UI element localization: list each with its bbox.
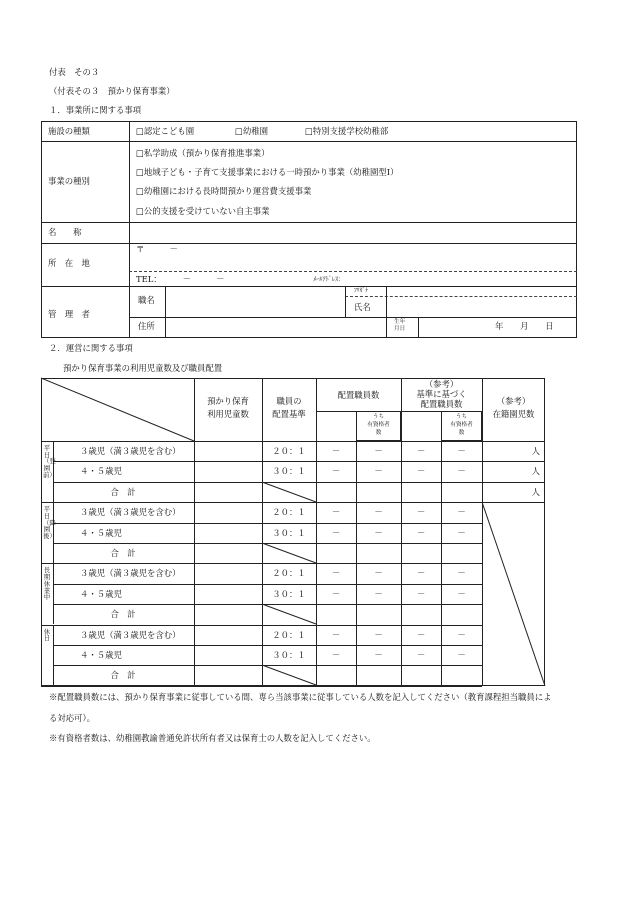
facility-type-label: 施設の種類 xyxy=(48,126,90,136)
birth-label: 生年 xyxy=(394,319,406,325)
ref-qualified-cell[interactable]: － xyxy=(457,446,466,456)
ref-staff-cell[interactable]: － xyxy=(416,630,426,640)
qualified-count-cell[interactable]: － xyxy=(374,630,383,640)
header-ref-staff-2: 基準に基づく xyxy=(416,389,467,399)
total-label: 合 計 xyxy=(110,609,136,619)
row-divider xyxy=(41,502,545,503)
row-divider xyxy=(41,625,482,626)
staff-ratio: ２０：１ xyxy=(272,630,306,640)
name-label: 名 称 xyxy=(48,227,82,237)
group-divider xyxy=(53,625,54,686)
ratio-na-diagonal xyxy=(262,604,316,624)
section2-title: ２．運営に関する事項 xyxy=(49,343,133,353)
group-label: 長期休業中 xyxy=(43,566,51,602)
postal-field[interactable]: 〒 － xyxy=(136,244,178,254)
position-label: 職名 xyxy=(138,295,155,305)
appendix-title: 付表 その３ xyxy=(49,67,100,77)
header-corner-diagonal xyxy=(41,378,194,441)
birth-date-field[interactable]: 年 月 日 xyxy=(495,321,554,331)
row-divider xyxy=(41,563,482,564)
manager-name-label: 氏名 xyxy=(354,302,371,312)
ref-staff-cell[interactable]: － xyxy=(416,507,426,517)
qualified-count-cell[interactable]: － xyxy=(374,589,383,599)
age-group-label: ３歳児（満３歳児を含む） xyxy=(80,446,181,456)
checkbox-independent-project[interactable]: □公的支援を受けていない自主事業 xyxy=(136,206,270,216)
ref-qualified-cell[interactable]: － xyxy=(457,568,466,578)
ref-staff-cell[interactable]: － xyxy=(416,650,426,660)
staff-count-cell[interactable]: － xyxy=(331,589,341,599)
address-label: 所 在 地 xyxy=(48,258,90,268)
staff-ratio: ２０：１ xyxy=(272,507,306,517)
furigana-label: ﾌﾘｶﾞﾅ xyxy=(354,288,368,294)
enrolled-count-cell[interactable]: 人 xyxy=(531,446,540,456)
ratio-na-diagonal xyxy=(262,543,316,563)
qualified-count-cell[interactable]: － xyxy=(374,466,383,476)
qualified-count-cell[interactable]: － xyxy=(374,650,383,660)
enrolled-count-cell[interactable]: 人 xyxy=(531,487,540,497)
staff-count-cell[interactable]: － xyxy=(331,568,341,578)
group-divider xyxy=(53,502,54,563)
staff-ratio: ２０：１ xyxy=(272,568,306,578)
header-ref-staff-3: 配置職員数 xyxy=(420,399,463,409)
staff-count-cell[interactable]: － xyxy=(331,630,341,640)
staff-ratio: ２０：１ xyxy=(272,446,306,456)
manager-label: 管 理 者 xyxy=(48,309,90,319)
header-ref-qualified-2: 有資格者 xyxy=(450,422,473,428)
ratio-na-diagonal xyxy=(262,482,316,502)
checkbox-special-support-school[interactable]: □特別支援学校幼稚部 xyxy=(305,126,389,136)
ref-qualified-cell[interactable]: － xyxy=(457,528,466,538)
age-group-label: ４・５歳児 xyxy=(80,589,122,599)
group-divider xyxy=(53,441,54,502)
header-enrolled-2: 在籍園児数 xyxy=(492,409,535,419)
age-group-label: ３歳児（満３歳児を含む） xyxy=(80,507,181,517)
age-group-label: ４・５歳児 xyxy=(80,466,122,476)
appendix-subtitle: （付表その３ 預かり保育事業） xyxy=(49,86,175,96)
header-users: 預かり保育 xyxy=(207,396,249,406)
ref-staff-cell[interactable]: － xyxy=(416,528,426,538)
row-divider xyxy=(53,584,482,585)
staff-ratio: ３０：１ xyxy=(272,528,306,538)
staff-ratio: ３０：１ xyxy=(272,589,306,599)
staff-count-cell[interactable]: － xyxy=(331,446,341,456)
header-ratio: 職員の xyxy=(276,396,302,406)
header-ref-qualified: うち xyxy=(455,414,468,420)
ref-qualified-cell[interactable]: － xyxy=(457,650,466,660)
staff-ratio: ３０：１ xyxy=(272,650,306,660)
ref-qualified-cell[interactable]: － xyxy=(457,589,466,599)
enrolled-count-cell[interactable]: 人 xyxy=(531,466,540,476)
header-enrolled: （参考） xyxy=(496,396,531,406)
section1-title: １．事業所に関する事項 xyxy=(49,105,142,115)
ref-staff-cell[interactable]: － xyxy=(416,589,426,599)
enrolled-na-diagonal xyxy=(482,502,545,686)
staff-count-cell[interactable]: － xyxy=(331,528,341,538)
row-divider xyxy=(53,645,482,646)
note-staff-cont: る対応可）。 xyxy=(49,713,96,723)
total-label: 合 計 xyxy=(110,670,136,680)
ref-qualified-cell[interactable]: － xyxy=(457,466,466,476)
checkbox-long-hour-support[interactable]: □幼稚園における長時間預かり運営費支援事業 xyxy=(136,186,312,196)
ref-staff-cell[interactable]: － xyxy=(416,466,426,476)
ref-qualified-cell[interactable]: － xyxy=(457,507,466,517)
age-group-label: ４・５歳児 xyxy=(80,528,122,538)
staff-ratio: ３０：１ xyxy=(272,466,306,476)
header-qualified-3: 数 xyxy=(375,430,382,436)
checkbox-certified-kodomoen[interactable]: □認定こども園 xyxy=(136,126,195,136)
checkbox-temporary-care[interactable]: □地域子ども・子育て支援事業における一時預かり事業（幼稚園型Ⅰ） xyxy=(136,167,399,177)
row-divider xyxy=(53,461,545,462)
checkbox-private-subsidy[interactable]: □私学助成（預かり保育推進事業） xyxy=(136,148,270,158)
group-label: 平日（登園前） xyxy=(43,444,56,479)
staff-count-cell[interactable]: － xyxy=(331,507,341,517)
staff-count-cell[interactable]: － xyxy=(331,650,341,660)
age-group-label: ３歳児（満３歳児を含む） xyxy=(80,568,181,578)
age-group-label: ４・５歳児 xyxy=(80,650,122,660)
staff-count-cell[interactable]: － xyxy=(331,466,341,476)
header-ref-staff: （参考） xyxy=(424,379,459,389)
group-divider xyxy=(53,563,54,624)
qualified-count-cell[interactable]: － xyxy=(374,507,383,517)
residence-label: 住所 xyxy=(138,321,155,331)
header-users-2: 利用児童数 xyxy=(207,409,249,419)
age-group-label: ３歳児（満３歳児を含む） xyxy=(80,630,181,640)
header-qualified: うち xyxy=(372,414,385,420)
row-divider xyxy=(53,523,482,524)
header-ratio-2: 配置基準 xyxy=(272,409,306,419)
header-ref-qualified-3: 数 xyxy=(458,430,465,436)
note-staff: ※配置職員数には、預かり保育事業に従事している間、専ら当該事業に従事している人数を記入してください（教育課程担当職員によ xyxy=(49,692,552,702)
header-qualified-2: 有資格者 xyxy=(367,422,390,428)
qualified-count-cell[interactable]: － xyxy=(374,446,383,456)
ref-staff-cell[interactable]: － xyxy=(416,568,426,578)
group-label: 平日（降園後） xyxy=(43,505,56,541)
section2-subtitle: 預かり保育事業の利用児童数及び職員配置 xyxy=(63,363,223,373)
ref-qualified-cell[interactable]: － xyxy=(457,630,466,640)
header-staff: 配置職員数 xyxy=(337,390,380,400)
total-label: 合 計 xyxy=(110,548,136,558)
row-divider xyxy=(41,686,482,687)
birth-label-2: 月日 xyxy=(394,326,406,332)
checkbox-kindergarten[interactable]: □幼稚園 xyxy=(235,126,269,136)
group-label: 休日 xyxy=(43,627,51,643)
qualified-count-cell[interactable]: － xyxy=(374,528,383,538)
qualified-count-cell[interactable]: － xyxy=(374,568,383,578)
total-label: 合 計 xyxy=(110,487,136,497)
ratio-na-diagonal xyxy=(262,665,316,685)
ref-staff-cell[interactable]: － xyxy=(416,446,426,456)
business-type-label: 事業の種別 xyxy=(48,176,90,186)
note-qualified: ※有資格者数は、幼稚園教諭普通免許状所有者又は保育士の人数を記入してください。 xyxy=(49,733,376,743)
tel-field[interactable]: TEL： － － xyxy=(136,274,225,284)
mail-field[interactable]: ﾒｰﾙｱﾄﾞﾚｽ： xyxy=(313,276,345,283)
